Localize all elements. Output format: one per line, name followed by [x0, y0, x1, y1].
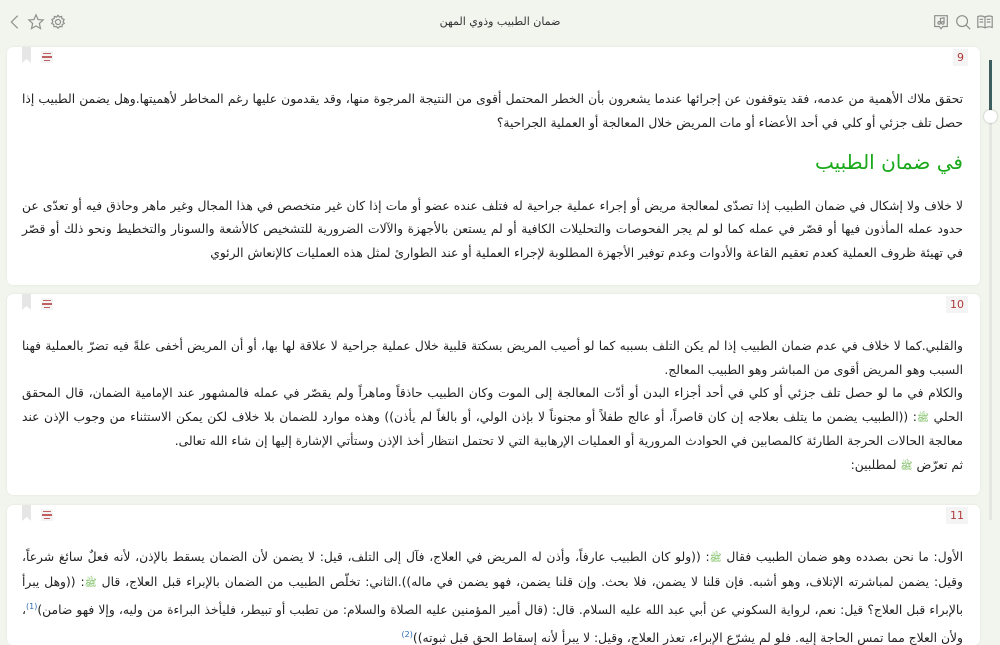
page-number: 9	[953, 49, 968, 66]
page-title: ضمان الطبيب وذوي المهن	[439, 15, 561, 28]
book-index-icon[interactable]	[975, 12, 995, 32]
paragraph	[22, 546, 963, 645]
honorific-icon: ﷺ	[84, 577, 97, 589]
honorific-icon: ﷺ	[916, 412, 930, 424]
text: ، ولأن العلاج مما تمس الحاجة إليه. فلو لم يشرّع الإبراء، تعذر العلاج، وقيل: لا يبرأ لأنه إسقاط الحق قبل ثبوته))	[22, 603, 963, 645]
scroll-progress	[989, 60, 992, 115]
paragraph: لا خلاف ولا إشكال في ضمان الطبيب إذا تصدّى لمعالجة مريض أو إجراء عملية جراحية له فتلف عنده عضو أو مات إذا كان غير متخصص في هذا المجال وغير ماهر وحاذق فيه أو تعدّى عن حدود عمله المأذون فيها أو قصّر في عمله كما لو لم يجر الفحوصات والتحليلات الكافية أو لم يستعن بالأجهزة والآلات الضرورية للتشخيص كالأشعة والسونار والتخطيط ونحو ذلك أو قصّر في تهيئة ظروف العملية كعدم تعقيم القاعة والأدوات وعدم توفير الأجهزة المطلوبة لإجراء العملية أو عند الطوارئ لمثل هذه العمليات كالإنعاش الرئوي	[22, 198, 963, 260]
text: : ((وهل يبرأ بالإبراء قبل العلاج؟ قيل: نعم، لرواية السكوني عن أبي عبد الله عليه السلام. قال: (قال أمير المؤمنين عليه الصلاة والسلام: من تطبب أو تبيطر، فليأخذ البراءة من وليه، وإلا فهو ضامن)	[22, 574, 963, 618]
page-number: 10	[946, 296, 968, 313]
search-icon[interactable]	[953, 12, 973, 32]
top-toolbar	[0, 0, 1000, 46]
scroll-thumb[interactable]	[984, 110, 997, 123]
honorific-icon: ﷺ	[709, 553, 722, 564]
scrollbar[interactable]	[989, 60, 992, 520]
audio-book-icon[interactable]	[931, 12, 951, 32]
menu-icon[interactable]	[41, 51, 53, 63]
text: الأول: ما نحن بصدده وهو ضمان الطبيب فقال	[721, 550, 963, 564]
paragraph-card-9	[7, 47, 980, 285]
honorific-icon: ﷺ	[900, 460, 913, 472]
section-heading: في ضمان الطبيب	[814, 150, 963, 174]
paragraph-card-11	[7, 505, 980, 645]
menu-icon[interactable]	[41, 298, 53, 310]
page-number: 11	[946, 507, 968, 524]
paragraph: تحقق ملاك الأهمية من عدمه، فقد يتوقفون عن إجرائها عندما يشعرون بأن الخطر المحتمل أقوى من النتيجة المرجوة منها، وقد يقدمون عليها رغم المخاطر لأهميتها.وهل يضمن الطبيب إذا حصل تلف جزئي أو كلي في أحد الأعضاء أو مات المريض خلال المعالجة أو العملية الجراحية؟	[22, 92, 963, 130]
footnote-link[interactable]: (2)	[401, 629, 413, 639]
text: : ((الطبيب يضمن ما يتلف بعلاجه إن كان قاصراً، أو عالج طفلاً أو مجنوناً لا بإذن الولي، أو بالغاً لم يأذن)) وهذه موارد للضمان بلا خلاف لكن يمكن الاستثناء من وجوب الإذن عند معالجة الحالات الحرجة الطارئة كالمصابين في الحوادث المرورية أو العمليات الإرهابية التي لا تحتمل انتظار أخذ الإذن وستأتي الإشارة إليها إن شاء الله تعالى.	[22, 409, 963, 448]
text: لمطلبين:	[850, 457, 901, 472]
paragraph-card-10	[7, 294, 980, 495]
paragraph: والقلبي.كما لا خلاف في عدم ضمان الطبيب إذا لم يكن التلف بسببه كما لو أصيب المريض بسكتة قلبية خلال عملية جراحية لا علاقة لها بها، أو أن المريض أخفى علةً فيه تضرّ بالعملية فهنا السبب وهو المريض أقوى من المباشر وهو الطبيب المعالج.	[22, 339, 963, 377]
footnote-link[interactable]: (1)	[25, 602, 38, 611]
paragraph	[22, 382, 963, 454]
menu-icon[interactable]	[41, 509, 53, 521]
text: ثم تعرّض	[912, 457, 963, 472]
paragraph	[22, 454, 963, 479]
text: : ((ولو كان الطبيب عارفاً، وأذن له المريض في العلاج، فآل إلى التلف، قيل: لا يضمن لأن الضمان يسقط بالإذن، لأنه فعلٌ سائغ شرعاً، وقيل: يضمن لمباشرته الإتلاف، وهو أشبه. فإن قلنا لا يضمن، فلا بحث. وإن قلنا يضمن، فهو يضمن في ماله)).الثاني: تخلّص الطبيب من الضمان بالإبراء قبل العلاج، قال	[22, 550, 963, 589]
text: والكلام في ما لو حصل تلف جزئي أو كلي في أحد أجزاء البدن أو أدّت المعالجة إلى الموت وكان الطبيب حاذقاً وماهراً ولم يقصّر في عمله فالمشهور عند الإمامية الضمان، قال المحقق الحلي	[22, 386, 963, 424]
